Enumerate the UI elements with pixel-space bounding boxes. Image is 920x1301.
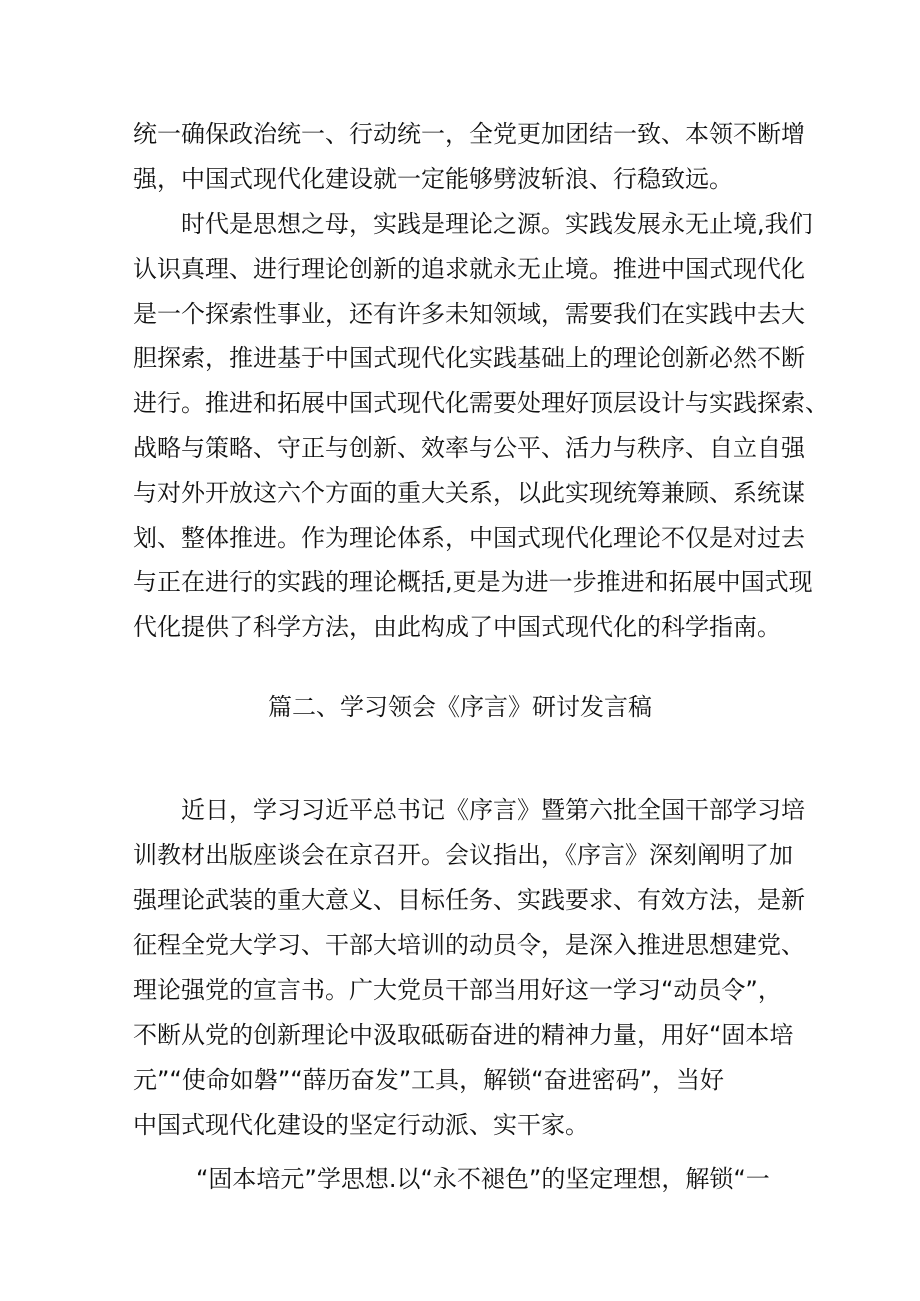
paragraph-line: 划、整体推进。作为理论体系，中国式现代化理论不仅是对过去: [133, 524, 805, 552]
paragraph-line: 征程全党大学习、干部大培训的动员令，是深入推进思想建党、: [133, 931, 805, 959]
paragraph-line: 是一个探索性事业，还有许多未知领域，需要我们在实践中去大: [133, 300, 805, 328]
paragraph-line: 理论强党的宣言书。广大党员干部当用好这一学习“动员令”，: [133, 976, 782, 1004]
paragraph-line: 代化提供了科学方法，由此构成了中国式现代化的科学指南。: [133, 613, 781, 641]
paragraph-line: “固本培元”学思想.以“永不褪色”的坚定理想，解锁“一: [196, 1165, 770, 1193]
paragraph-line: 战略与策略、守正与创新、效率与公平、活力与秩序、自立自强: [133, 434, 805, 462]
paragraph-line: 时代是思想之母，实践是理论之源。实践发展永无止境,我们: [181, 210, 813, 238]
paragraph-line: 强理论武装的重大意义、目标任务、实践要求、有效方法，是新: [133, 886, 805, 914]
paragraph-line: 与正在进行的实践的理论概括,更是为进一步推进和拓展中国式现: [133, 568, 813, 596]
paragraph-line: 与对外开放这六个方面的重大关系，以此实现统筹兼顾、系统谋: [133, 479, 805, 507]
paragraph-line: 认识真理、进行理论创新的追求就永无止境。推进中国式现代化: [133, 255, 805, 283]
paragraph-line: 中国式现代化建设的坚定行动派、实干家。: [133, 1111, 589, 1139]
paragraph-line: 统一确保政治统一、行动统一，全党更加团结一致、本领不断增: [133, 120, 805, 148]
paragraph-line: 胆探索，推进基于中国式现代化实践基础上的理论创新必然不断: [133, 344, 805, 372]
paragraph-line: 强，中国式现代化建设就一定能够劈波斩浪、行稳致远。: [133, 165, 733, 193]
paragraph-line: 近日，学习习近平总书记《序言》暨第六批全国干部学习培: [181, 796, 805, 824]
paragraph-line: 不断从党的创新理论中汲取砥砺奋进的精神力量，用好“固本培: [133, 1021, 794, 1049]
paragraph-line: 元”“使命如磐”“薛历奋发”工具，解锁“奋进密码”，当好: [133, 1066, 725, 1094]
paragraph-line: 进行。推进和拓展中国式现代化需要处理好顶层设计与实践探索、: [133, 389, 829, 417]
section-heading: 篇二、学习领会《序言》研讨发言稿: [268, 693, 652, 721]
paragraph-line: 训教材出版座谈会在京召开。会议指出，《序言》深刻阐明了加: [133, 841, 793, 869]
